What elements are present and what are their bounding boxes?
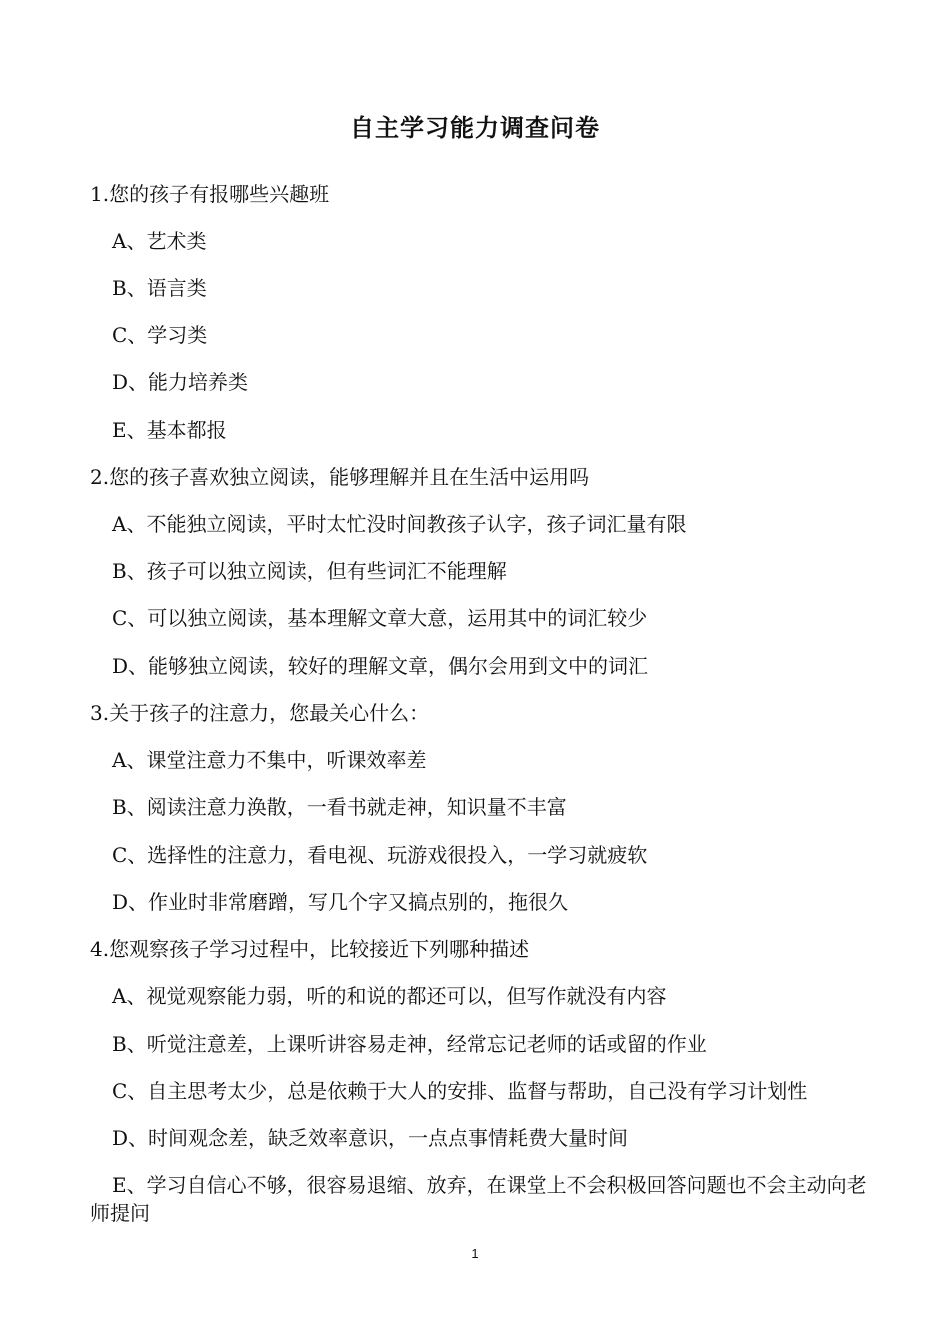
- option-4c: C、自主思考太少，总是依赖于大人的安排、监督与帮助，自己没有学习计划性: [112, 1079, 808, 1103]
- question-1: 1.您的孩子有报哪些兴趣班: [90, 182, 330, 206]
- option-3c: C、选择性的注意力，看电视、玩游戏很投入，一学习就疲软: [112, 843, 648, 867]
- option-1c: C、学习类: [112, 323, 208, 347]
- question-2: 2.您的孩子喜欢独立阅读，能够理解并且在生活中运用吗: [90, 465, 590, 489]
- option-3d: D、作业时非常磨蹭，写几个字又搞点别的，拖很久: [112, 890, 569, 914]
- option-4d: D、时间观念差，缺乏效率意识，一点点事情耗费大量时间: [112, 1126, 629, 1150]
- option-2b: B、孩子可以独立阅读，但有些词汇不能理解: [112, 559, 507, 583]
- option-4a: A、视觉观察能力弱，听的和说的都还可以，但写作就没有内容: [112, 984, 667, 1008]
- option-2d: D、能够独立阅读，较好的理解文章，偶尔会用到文中的词汇: [112, 654, 649, 678]
- option-1e: E、基本都报: [112, 418, 227, 442]
- option-4e: E、学习自信心不够，很容易退缩、放弃，在课堂上不会积极回答问题也不会主动向老师提问: [90, 1173, 867, 1225]
- option-2c: C、可以独立阅读，基本理解文章大意，运用其中的词汇较少: [112, 606, 648, 630]
- question-3: 3.关于孩子的注意力，您最关心什么：: [90, 701, 430, 725]
- option-3b: B、阅读注意力涣散，一看书就走神，知识量不丰富: [112, 795, 567, 819]
- option-3a: A、课堂注意力不集中，听课效率差: [112, 748, 427, 772]
- page-number: 1: [471, 1246, 479, 1261]
- question-4: 4.您观察孩子学习过程中，比较接近下列哪种描述: [90, 937, 530, 961]
- option-4b: B、听觉注意差，上课听讲容易走神，经常忘记老师的话或留的作业: [112, 1032, 707, 1056]
- option-1a: A、艺术类: [112, 229, 207, 253]
- option-1d: D、能力培养类: [112, 370, 249, 394]
- option-2a: A、不能独立阅读，平时太忙没时间教孩子认字，孩子词汇量有限: [112, 512, 687, 536]
- option-1b: B、语言类: [112, 276, 207, 300]
- page-title: 自主学习能力调查问卷: [350, 114, 600, 142]
